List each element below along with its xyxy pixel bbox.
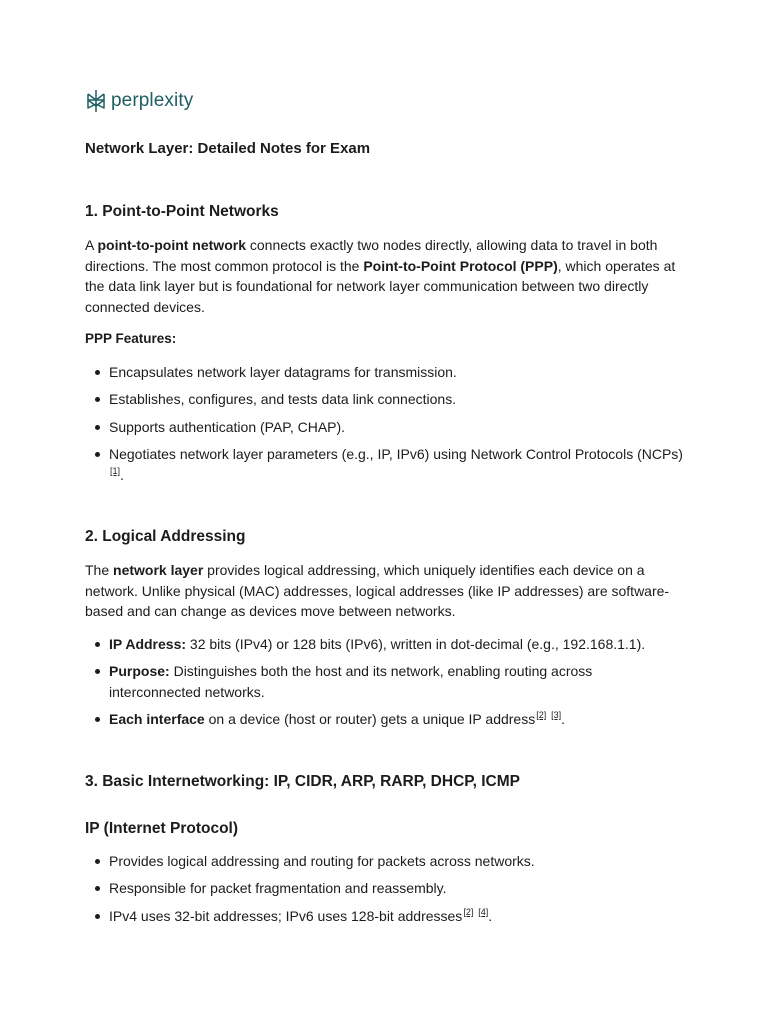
list-item [85,906,685,927]
list-item [85,389,685,410]
ip-list [85,851,685,927]
bullet-icon [95,370,100,375]
document-title: Network Layer: Detailed Notes for Exam [85,140,371,157]
list-item-text: 32 bits (IPv4) or 128 bits (IPv6), written in dot-decimal (e.g., 192.168.1.1). [186,635,646,652]
bullet-icon [95,886,100,891]
list-item [85,444,685,485]
bullet-icon [95,425,100,430]
bold-term: IP Address: [109,635,187,652]
logo-wordmark: perplexity [111,90,194,111]
bold-term: Purpose: [109,663,170,679]
citation-link[interactable]: [4] [478,906,489,917]
list-item-text: IPv4 uses 32-bit addresses; IPv6 uses 128-bit addresses [109,907,463,924]
list-item-text: Encapsulates network layer datagrams for transmission. [109,363,457,380]
bold-term: network layer [113,562,204,578]
section-heading: 1. Point-to-Point Networks [85,203,279,220]
list-item-text: Negotiates network layer parameters (e.g., IP, IPv6) using Network Control Protocols (NCPs) [109,446,683,462]
list-item-text: on a device (host or router) gets a unique IP address [204,711,536,727]
citation-link[interactable]: [3] [551,710,562,721]
list-item [85,878,685,899]
bullet-icon [95,397,100,402]
perplexity-logo-icon [85,89,107,113]
bullet-icon [95,914,100,919]
list-item [85,851,685,872]
list-item-text: Responsible for packet fragmentation and reassembly. [109,880,447,896]
list-item-text: Distinguishes both the host and its network, enabling routing across interconnected networks. [109,663,593,700]
text-run: The [85,562,114,578]
citation-link[interactable]: [1] [110,465,121,476]
text-run: , which operates at the data link layer but is foundational for network layer communication between two directly connected devices. [85,257,676,315]
text-run: . [120,466,124,483]
list-item-text: Provides logical addressing and routing for packets across networks. [109,852,535,869]
section-paragraph [85,560,685,622]
section-paragraph [85,235,685,317]
document-body [85,138,685,926]
subsection-heading: IP (Internet Protocol) [85,819,239,837]
bold-term: Point-to-Point Protocol (PPP) [363,257,558,274]
citation-link[interactable]: [2] [536,710,547,721]
perplexity-logo [85,89,193,113]
list-item-text: Supports authentication (PAP, CHAP). [109,418,346,435]
list-item [85,661,685,702]
text-run: connects exactly two nodes directly, allowing data to travel in both directions. The most common protocol is the [85,237,658,274]
bullet-icon [95,642,100,647]
text-run: A [85,237,98,253]
addressing-list [85,634,685,730]
list-item [85,634,685,655]
features-list [85,362,685,486]
text-run: provides logical addressing, which uniquely identifies each device on a network. Unlike physical (MAC) addresses, logical addresses (like IP addresses) are software-based and can change as devices move between networks. [85,562,670,619]
features-label: PPP Features: [85,331,177,346]
list-item [85,709,685,730]
text-run: . [561,711,566,727]
bullet-icon [95,859,100,864]
bold-term: Each interface [109,711,205,727]
list-item-text: Establishes, configures, and tests data link connections. [109,391,457,407]
list-item [85,417,685,438]
citation-link[interactable]: [2] [463,906,474,917]
bullet-icon [95,452,100,457]
bullet-icon [95,717,100,722]
section-heading: 3. Basic Internetworking: IP, CIDR, ARP, RARP, DHCP, ICMP [85,772,520,790]
section-heading: 2. Logical Addressing [85,528,246,545]
list-item [85,362,685,383]
bullet-icon [95,669,100,674]
bold-term: point-to-point network [97,237,246,253]
text-run: . [488,907,493,924]
